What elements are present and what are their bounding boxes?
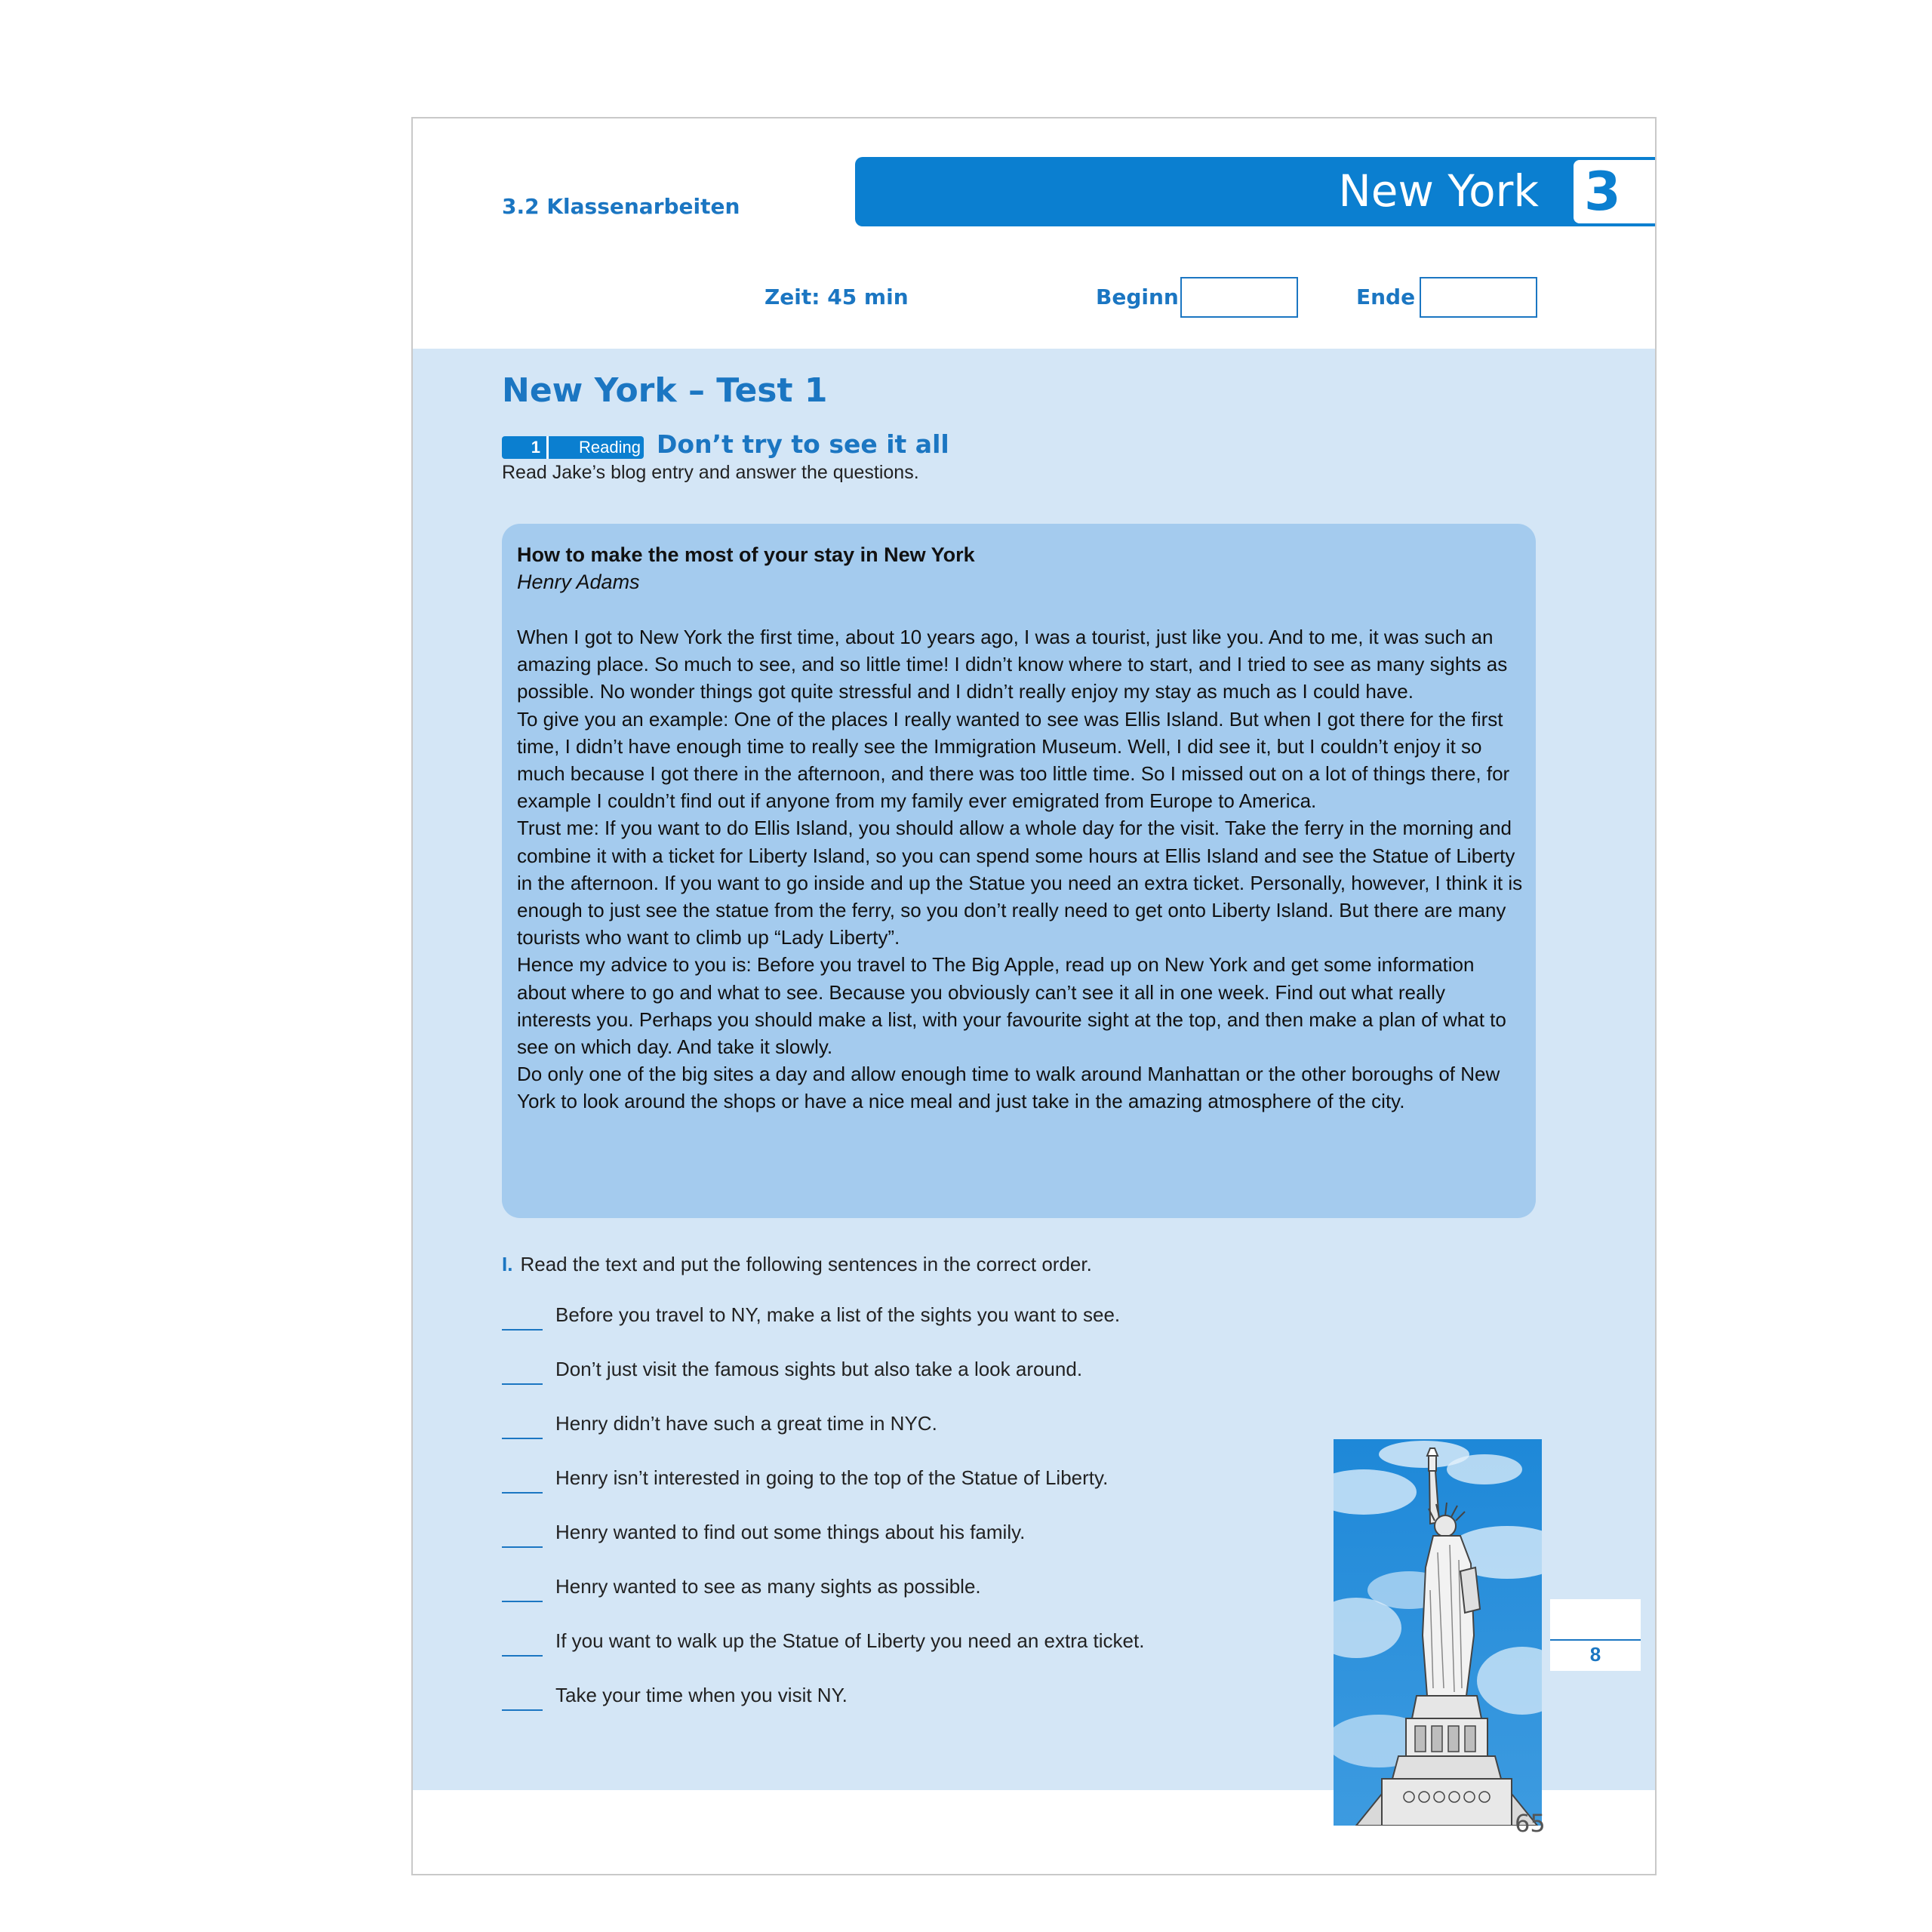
test-content [413,349,1655,1790]
blog-paragraph: Hence my advice to you is: Before you travel to The Big Apple, read up on New York and get some information about where to go and what to see. Because you obviously can’t see it all in one week. Find out what really interests you. Perhaps you should make a list, with your favourite sight at the top, and then make a plan of what to see on which day. And take it slowly. [517,953,1506,1059]
ordering-list [502,1303,1257,1738]
time-row [413,277,1655,322]
list-item [502,1303,1257,1358]
blog-paragraph: When I got to New York the first time, about 10 years ago, I was a tourist, just like you. And to me, it was such an amazing place. So much to see, and so little time! I didn’t know where to start, and I tried to see as many sights as possible. No wonder things got quite stressful and I didn’t really enjoy my stay as much as I could have. [517,626,1508,703]
blog-paragraph: Trust me: If you want to do Ellis Island, you should allow a whole day for the visit. Take the ferry in the morning and combine it with a ticket for Liberty Island, so you can spend some hours at Ellis Island and see the Statue of Liberty in the afternoon. If you want to go inside and up the Statue you need an extra ticket. Personally, however, I think it is enough to just see the statue from the ferry, so you don’t really need to get onto Liberty Island. But there are many tourists who want to climb up “Lady Liberty”. [517,817,1523,949]
statue-of-liberty-image [1334,1439,1542,1826]
answer-blank[interactable] [502,1655,543,1657]
exercise-instruction-row [502,1253,1092,1276]
score-line[interactable] [1550,1639,1641,1641]
list-item [502,1521,1257,1575]
section-label: 3.2 Klassenarbeiten [502,194,740,219]
answer-blank[interactable] [502,1709,543,1711]
task-title: Don’t try to see it all [657,429,949,459]
list-item [502,1412,1257,1466]
list-item [502,1466,1257,1521]
task-tag [502,436,644,459]
list-item [502,1358,1257,1412]
item-text: Don’t just visit the famous sights but also take a look around. [555,1358,1083,1380]
end-label: Ende [1356,285,1416,309]
end-field[interactable] [1420,277,1537,318]
list-item [502,1629,1257,1684]
answer-blank[interactable] [502,1329,543,1331]
list-item [502,1684,1257,1738]
blog-body [517,623,1524,1115]
blog-title: How to make the most of your stay in New York [517,543,975,566]
answer-blank[interactable] [502,1492,543,1494]
item-text: Henry wanted to see as many sights as possible. [555,1575,981,1598]
item-text: Henry wanted to find out some things about his family. [555,1521,1026,1543]
answer-blank[interactable] [502,1383,543,1385]
blog-entry [502,524,1536,1218]
item-text: If you want to walk up the Statue of Liberty you need an extra ticket. [555,1629,1145,1652]
page-number: 65 [1515,1809,1546,1838]
task-number: 1 [502,436,549,459]
task-instruction: Read Jake’s blog entry and answer the questions. [502,462,919,483]
blog-paragraph: Do only one of the big sites a day and allow enough time to walk around Manhattan or the other boroughs of New York to look around the shops or have a nice meal and just take in the amazing atmosphere of the city. [517,1063,1500,1113]
begin-label: Beginn [1096,285,1179,309]
time-label: Zeit: 45 min [764,285,909,309]
blog-paragraph: To give you an example: One of the places I really wanted to see was Ellis Island. But when I got there for the first time, I didn’t have enough time to really see the Immigration Museum. Well, I did see it, but I couldn’t enjoy it so much because I got there in the afternoon, and there was too little time. So I missed out on a lot of things there, for example I couldn’t find out if anyone from my family ever emigrated from Europe to America. [517,707,1510,813]
item-text: Henry didn’t have such a great time in NYC. [555,1412,937,1435]
answer-blank[interactable] [502,1601,543,1602]
chapter-title: New York [1338,165,1539,217]
answer-blank[interactable] [502,1546,543,1548]
chapter-number-box [1574,160,1657,223]
begin-field[interactable] [1180,277,1298,318]
chapter-number: 3 [1584,161,1621,223]
list-item [502,1575,1257,1629]
item-text: Henry isn’t interested in going to the top of the Statue of Liberty. [555,1466,1109,1489]
blog-author: Henry Adams [517,571,640,593]
test-title: New York – Test 1 [502,371,828,410]
exercise-number: I. [502,1253,513,1275]
score-box [1550,1599,1641,1671]
task-skill: Reading [549,436,644,459]
item-text: Before you travel to NY, make a list of the sights you want to see. [555,1303,1121,1326]
max-points: 8 [1589,1643,1601,1666]
chapter-title-bar [855,157,1657,226]
item-text: Take your time when you visit NY. [555,1684,848,1706]
exercise-instruction: Read the text and put the following sentences in the correct order. [520,1253,1092,1275]
worksheet-page [411,117,1657,1875]
answer-blank[interactable] [502,1438,543,1439]
